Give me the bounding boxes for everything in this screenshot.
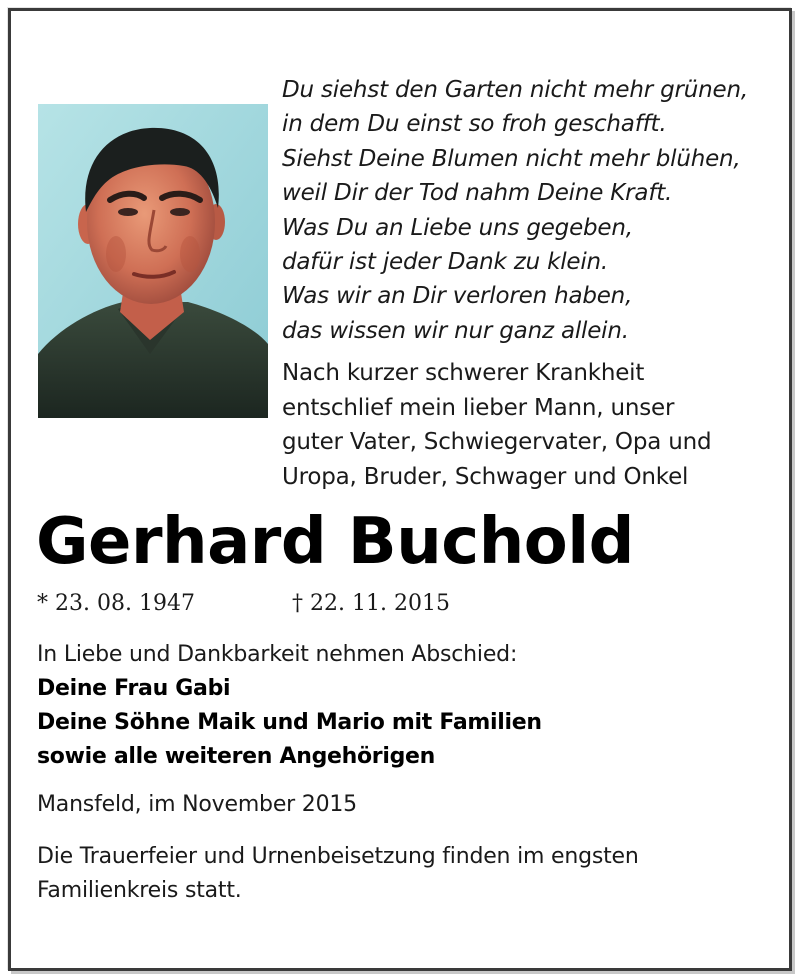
poem-line: Was Du an Liebe uns gegeben, <box>282 214 633 241</box>
portrait-photo <box>38 104 268 418</box>
poem-line: Siehst Deine Blumen nicht mehr blühen, <box>282 145 741 172</box>
farewell-line: In Liebe und Dankbarkeit nehmen Abschied: <box>37 642 518 667</box>
poem-line: Was wir an Dir verloren haben, <box>282 283 633 310</box>
intro-line: Nach kurzer schwerer Krankheit <box>282 360 645 386</box>
poem-line: dafür ist jeder Dank zu klein. <box>282 249 609 276</box>
death-announcement-intro <box>282 356 782 494</box>
deceased-name: Gerhard Buchold <box>36 505 634 579</box>
mourner-entry: sowie alle weiteren Angehörigen <box>37 744 436 769</box>
place-and-date: Mansfeld, im November 2015 <box>37 792 357 817</box>
intro-line: guter Vater, Schwiegervater, Opa und <box>282 429 712 455</box>
memorial-poem <box>282 73 782 348</box>
mourners-list <box>37 672 542 774</box>
intro-line: entschlief mein lieber Mann, unser <box>282 394 675 421</box>
poem-line: in dem Du einst so froh geschafft. <box>282 111 667 138</box>
funeral-line: Familienkreis statt. <box>37 878 242 903</box>
poem-line: weil Dir der Tod nahm Deine Kraft. <box>282 180 673 207</box>
mourner-entry: Deine Söhne Maik und Mario mit Familien <box>37 710 542 735</box>
birth-date: * 23. 08. 1947 <box>37 591 195 616</box>
mourner-entry: Deine Frau Gabi <box>37 676 231 701</box>
funeral-line: Die Trauerfeier und Urnenbeisetzung finden im engsten <box>37 844 639 869</box>
poem-line: das wissen wir nur ganz allein. <box>282 317 629 344</box>
poem-line: Du siehst den Garten nicht mehr grünen, <box>282 77 748 103</box>
funeral-notice <box>37 840 639 908</box>
death-date: † 22. 11. 2015 <box>292 591 450 616</box>
intro-line: Uropa, Bruder, Schwager und Onkel <box>282 463 689 490</box>
